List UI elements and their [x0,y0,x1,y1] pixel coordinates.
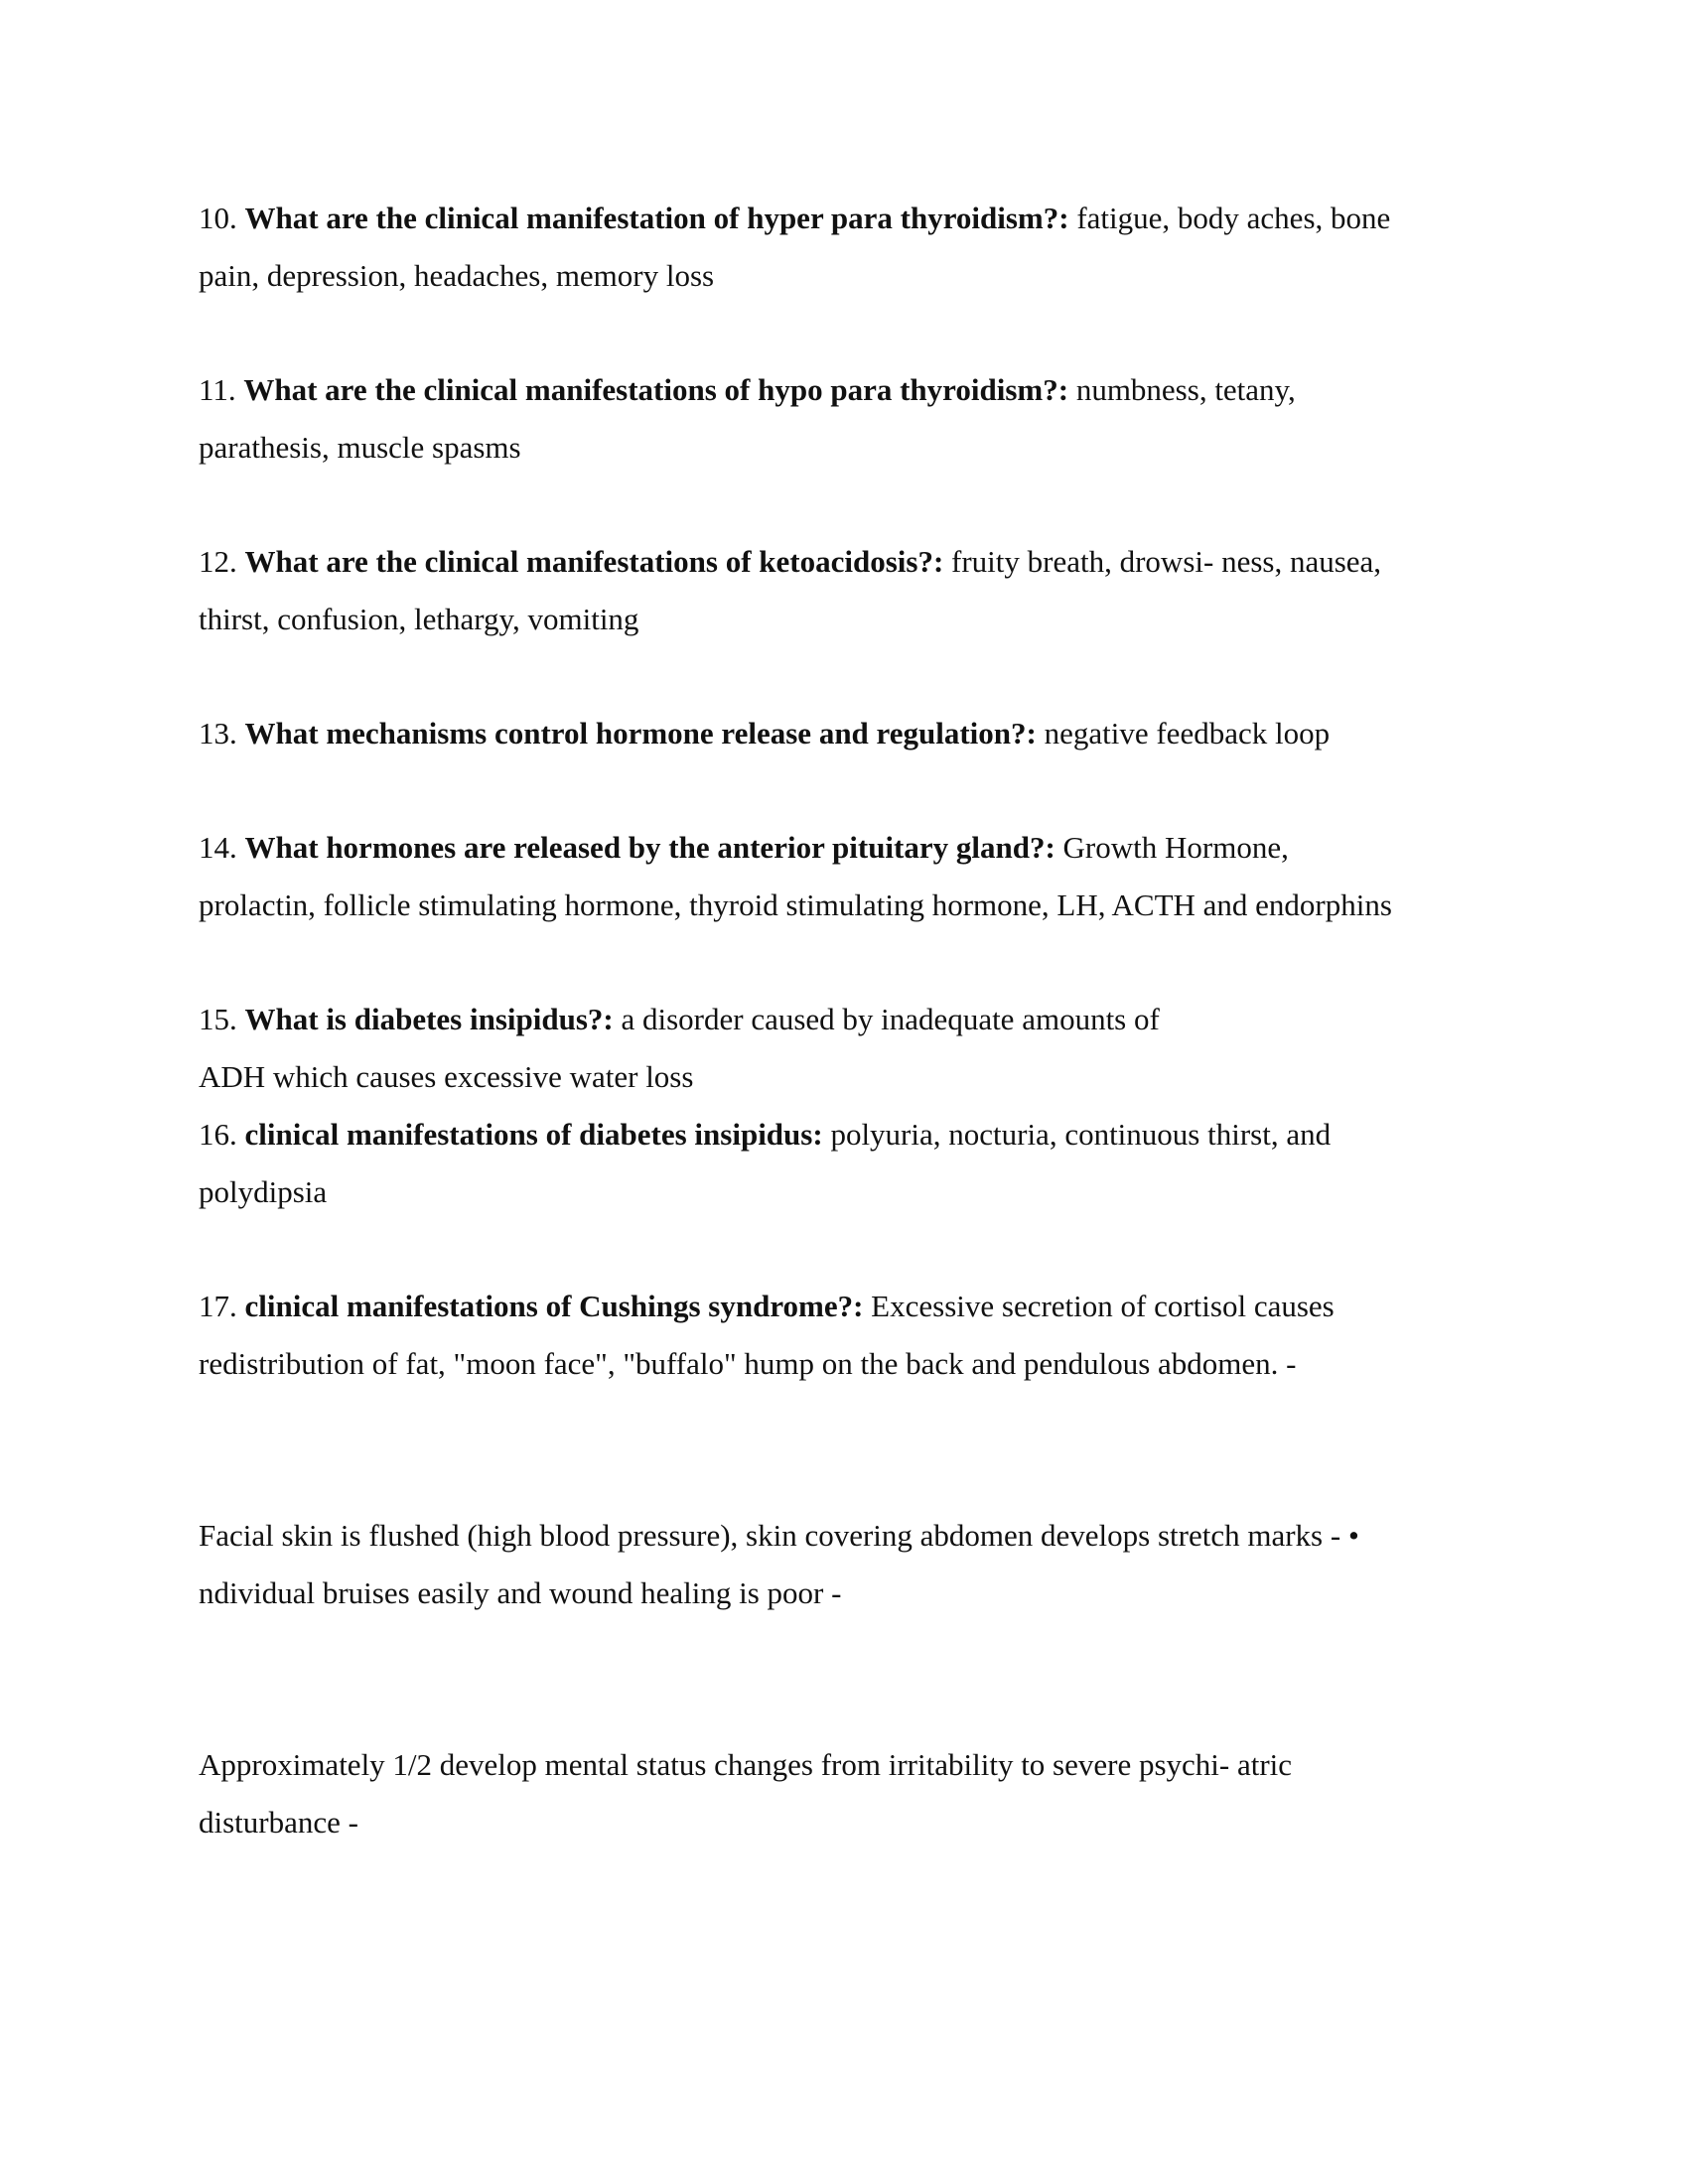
item-number: 17. [199,1289,237,1323]
item-number: 14. [199,830,237,865]
qa-item-15 [199,991,1489,1106]
answer-text: Growth Hormone, [1062,830,1289,865]
qa-item-14 [199,819,1489,934]
question-text: What mechanisms control hormone release and regulation?: [244,716,1037,751]
answer-text-continued: pain, depression, headaches, memory loss [199,258,715,293]
answer-text-continued: parathesis, muscle spasms [199,430,521,465]
item-number: 13. [199,716,237,751]
answer-text-continued: thirst, confusion, lethargy, vomiting [199,602,639,636]
answer-text: a disorder caused by inadequate amounts of [621,1002,1160,1036]
qa-item-10 [199,190,1489,305]
qa-item-17 [199,1278,1489,1393]
continuation-text-continued: disturbance - [199,1805,358,1840]
answer-text: fruity breath, drowsi- ness, nausea, [951,544,1382,579]
item-number: 12. [199,544,237,579]
qa-item-11 [199,361,1489,477]
question-text: clinical manifestations of Cushings syndrome?: [244,1289,864,1323]
question-text: What hormones are released by the anterior pituitary gland?: [244,830,1055,865]
qa-item-13 [199,705,1489,762]
qa-item-12 [199,533,1489,648]
item-number: 16. [199,1117,237,1152]
item-number: 10. [199,201,237,235]
continuation-text: Facial skin is flushed (high blood pressure), skin covering abdomen develops stretch marks - • [199,1518,1359,1553]
question-text: What is diabetes insipidus?: [244,1002,614,1036]
answer-text: fatigue, body aches, bone [1076,201,1391,235]
answer-text-continued: polydipsia [199,1174,328,1209]
continuation-text: Approximately 1/2 develop mental status changes from irritability to severe psychi- atric [199,1747,1293,1782]
question-text: clinical manifestations of diabetes insipidus: [244,1117,823,1152]
answer-text-continued: prolactin, follicle stimulating hormone, thyroid stimulating hormone, LH, ACTH and endorphins [199,887,1392,922]
continuation-paragraph-1 [199,1507,1489,1622]
question-text: What are the clinical manifestations of ketoacidosis?: [244,544,944,579]
answer-text: Excessive secretion of cortisol causes [871,1289,1335,1323]
question-text: What are the clinical manifestations of hypo para thyroidism?: [243,372,1069,407]
answer-text-continued: ADH which causes excessive water loss [199,1059,694,1094]
answer-text: negative feedback loop [1044,716,1331,751]
answer-text: polyuria, nocturia, continuous thirst, and [830,1117,1332,1152]
continuation-text-continued: ndividual bruises easily and wound healing is poor - [199,1575,842,1610]
answer-text-continued: redistribution of fat, "moon face", "buffalo" hump on the back and pendulous abdomen. - [199,1346,1297,1381]
item-number: 15. [199,1002,237,1036]
answer-text: numbness, tetany, [1075,372,1296,407]
question-text: What are the clinical manifestation of hyper para thyroidism?: [244,201,1069,235]
continuation-paragraph-2 [199,1736,1489,1851]
item-number: 11. [199,372,236,407]
qa-item-16 [199,1106,1489,1221]
